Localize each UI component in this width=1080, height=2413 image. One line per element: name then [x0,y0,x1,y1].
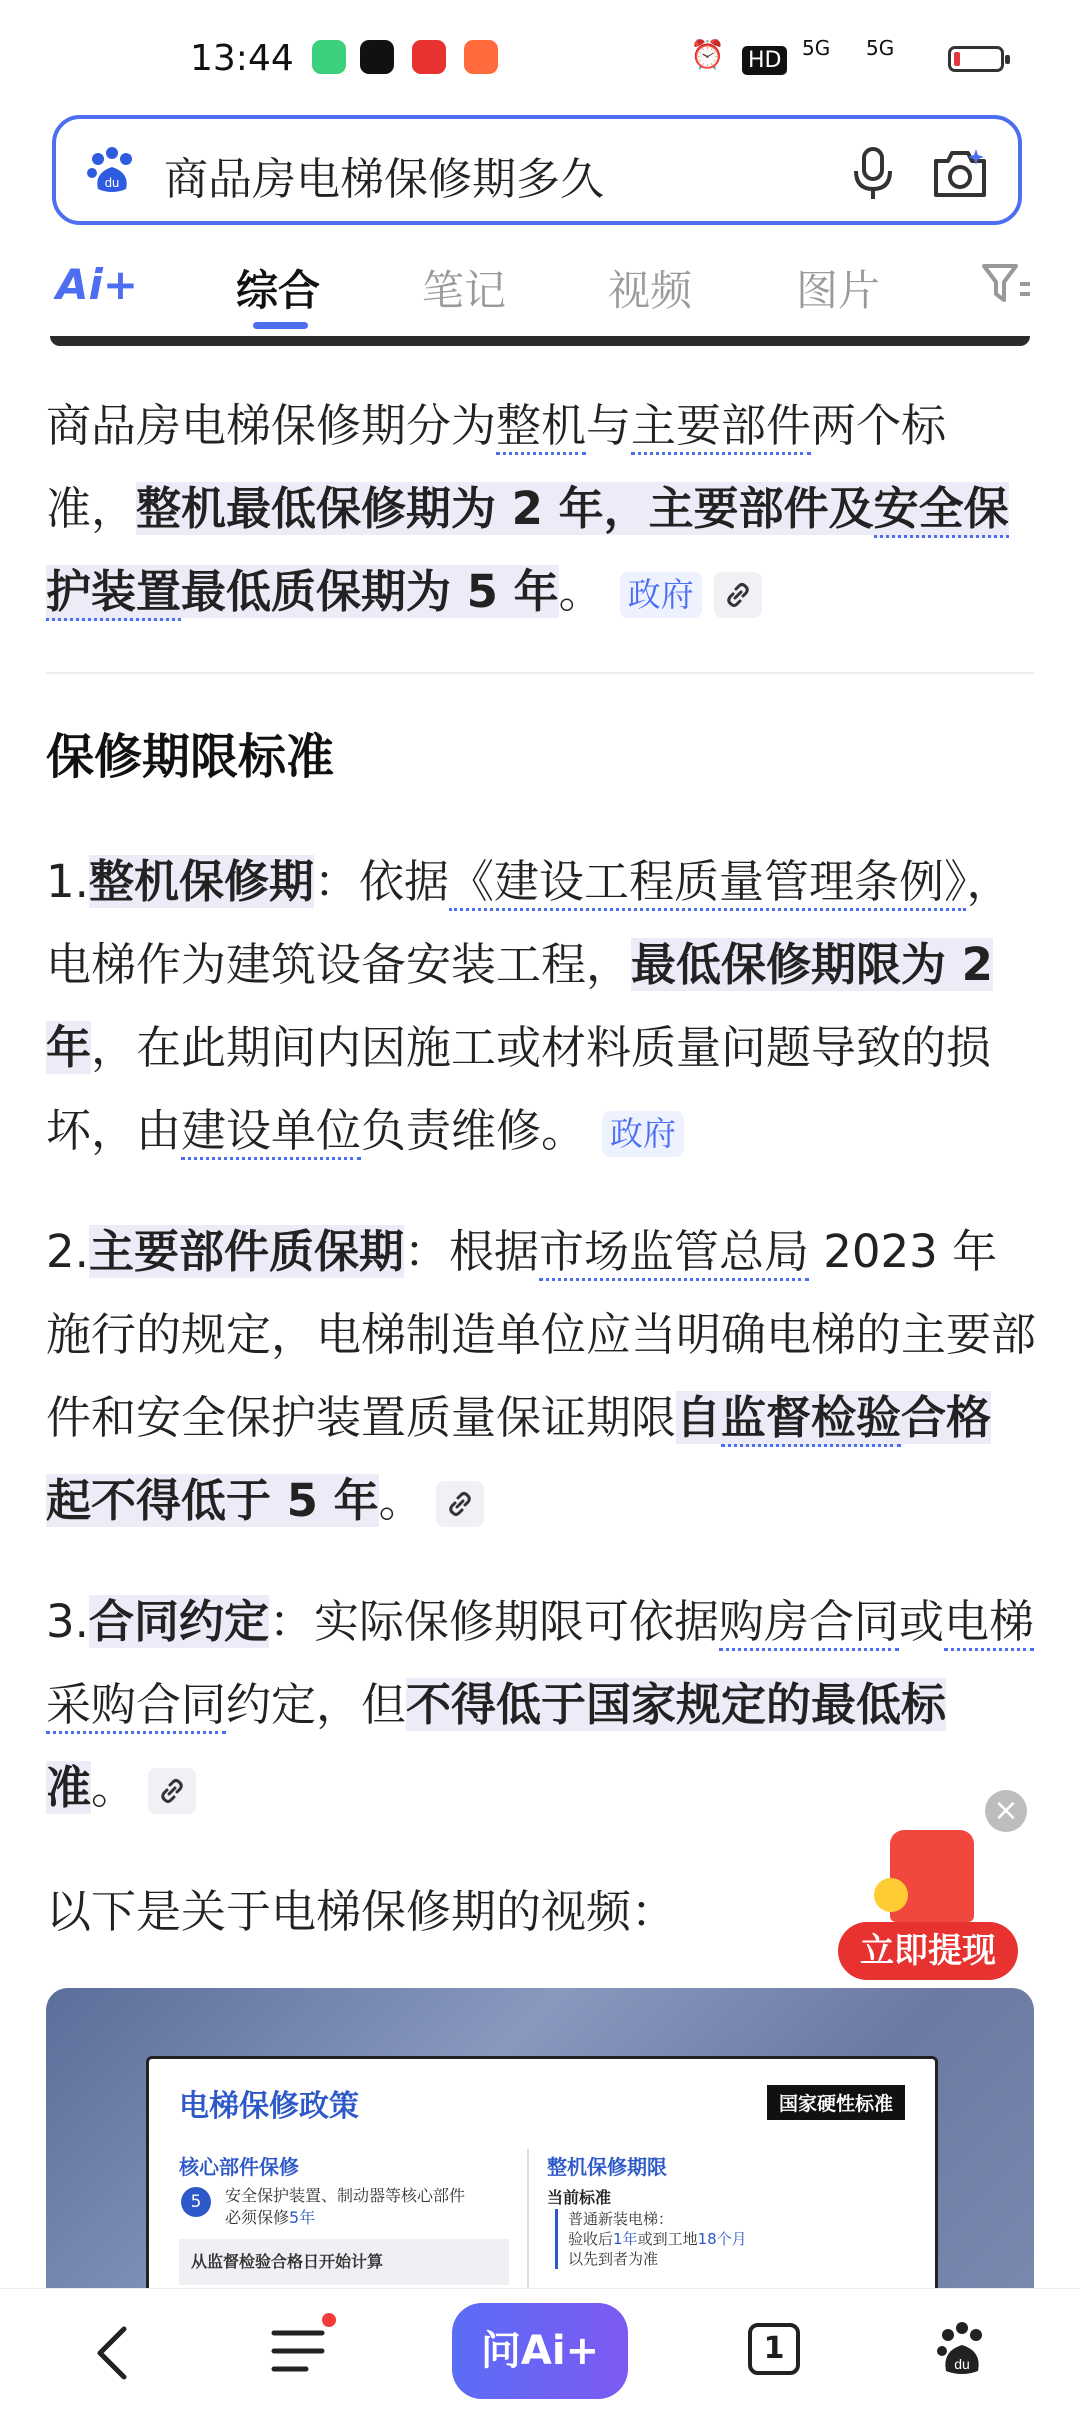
term-link[interactable]: 监督检验 [721,1391,901,1447]
signal-5g-icon: 5G [802,36,831,60]
svg-text:du: du [104,175,120,190]
term-link[interactable]: 《建设工程质量管理条例》 [449,855,967,911]
text: ：实际保修期限可依据 [268,1595,719,1648]
list-item [46,1580,1036,1829]
camera-search-icon[interactable] [930,145,990,201]
video-left-heading: 核心部件保修 [179,2155,299,2179]
link-icon[interactable] [436,1481,484,1527]
search-tabs [0,250,1080,336]
search-input[interactable]: 商品房电梯保修期多久 [164,154,604,205]
baidu-paw-icon [84,143,140,199]
menu-icon[interactable] [270,2325,326,2377]
text: 负责维修。 [361,1104,587,1157]
text: 安全保护装置、制动器等核心部件 [225,2186,466,2205]
alarm-icon: ⏰ [690,38,725,71]
item-title: 合同约定 [88,1595,269,1648]
text: ：根据 [403,1225,539,1278]
active-tab-indicator [253,322,308,329]
step-number: 5 [181,2187,211,2217]
previous-image-edge [50,336,1030,346]
term-link[interactable]: 建设单位 [181,1104,361,1160]
coin-icon [874,1878,908,1912]
list-item [46,840,1036,1172]
divider [46,672,1034,674]
text: 。 [378,1474,424,1527]
link-icon[interactable] [148,1768,196,1814]
red-envelope-icon [890,1830,974,1922]
text: 。 [558,565,604,618]
pinduoduo-icon [412,40,446,74]
source-citation[interactable]: 政府 [602,1111,684,1157]
term-link[interactable]: 市场监管总局 [539,1225,809,1281]
bold-text: 合格起不得低于 5 年 [46,1391,992,1527]
divider [527,2149,529,2288]
text: 或 [898,1595,944,1648]
answer-intro [46,384,1036,633]
tiktok-icon [360,40,394,74]
cash-promo-widget[interactable] [838,1830,1018,1980]
baidu-home-icon[interactable] [934,2319,990,2379]
video-intro-text: 以下是关于电梯保修期的视频： [46,1885,677,1938]
bottom-nav [0,2288,1080,2413]
item-title: 整机保修期 [88,855,314,908]
filter-icon[interactable] [980,260,1032,308]
tab-images[interactable]: 图片 [796,266,881,315]
video-right-sub: 当前标准 [547,2188,612,2207]
withdraw-now-button[interactable]: 立即提现 [838,1922,1018,1980]
status-bar [0,0,1080,110]
text: ，电梯作为建筑设备安装工程， [46,855,1012,991]
item-title: 主要部件质保期 [88,1225,404,1278]
ask-ai-button[interactable]: 问Ai+ [452,2303,628,2399]
status-time: 13:44 [190,38,294,79]
link-icon[interactable] [714,572,762,618]
search-bar[interactable] [52,115,1022,225]
battery-icon [948,46,1004,72]
text: ，在此期间内因施工或材料质量问题导致的损坏，由 [46,1021,992,1157]
microphone-icon[interactable] [846,145,900,201]
text: 约定，但 [226,1678,407,1731]
video-title: 电梯保修政策 [179,2089,359,2124]
item-number: 3. [46,1595,89,1648]
bold-text: 不得低于国家规定的最低标准 [46,1678,947,1814]
term-link[interactable]: 整机 [496,399,586,455]
ai-tab[interactable]: Ai+ [56,260,139,309]
video-badge: 国家硬性标准 [767,2085,905,2120]
text: 与 [586,399,632,452]
back-icon[interactable] [88,2323,138,2383]
video-thumbnail[interactable] [46,1988,1034,2288]
app-notification-icon [312,40,346,74]
text: 。 [91,1761,137,1814]
game-app-icon [464,40,498,74]
highlight: 18个月 [697,2230,747,2248]
list-item [46,1210,1036,1542]
highlight: 5年 [289,2208,316,2227]
item-number: 1. [46,855,89,908]
term-link[interactable]: 电梯采购合同 [46,1595,1034,1734]
text: 以先到者为准 [568,2250,659,2268]
text: 必须保修 [225,2208,290,2227]
text: 或到工地 [637,2230,698,2248]
notification-dot [322,2313,336,2327]
tabs-count-button[interactable]: 1 [748,2323,800,2375]
term-link[interactable]: 购房合同 [719,1595,899,1651]
svg-text:du: du [954,2356,970,2372]
text: ：依据 [313,855,449,908]
close-promo-button[interactable]: × [985,1790,1027,1832]
signal-5g-icon-2: 5G [866,36,895,60]
tab-notes[interactable]: 笔记 [422,266,507,315]
video-step-text [225,2185,515,2229]
bold-text: 自 [676,1391,722,1444]
bold-text: 整机最低保修期为 2 年，主要部件及 [136,482,874,535]
video-note-box: 从监督检验合格日开始计算 [179,2239,509,2285]
item-number: 2. [46,1225,89,1278]
text: 普通新装电梯： [568,2210,674,2228]
text: 2023 年施行的规定，电梯制造单位应当明确电梯的主要部件和安全保护装置质量保证期限 [46,1225,1037,1444]
text: 两个标准， [46,399,947,535]
hd-badge: HD [742,46,787,75]
bold-text: 最低质保期为 5 年 [181,565,559,618]
tab-videos[interactable]: 视频 [608,266,693,315]
term-link[interactable]: 主要部件 [631,399,811,455]
section-heading: 保修期限标准 [46,729,335,785]
text: 商品房电梯保修期分为 [46,399,497,452]
highlight: 1年 [613,2230,638,2248]
source-citation[interactable]: 政府 [620,572,702,618]
term-link[interactable]: 安全保护装置 [46,482,1009,621]
video-right-text [555,2209,798,2269]
bold-text: 最低保修期限为 2 年 [46,938,993,1074]
video-right-heading: 整机保修期限 [547,2155,667,2179]
text: 验收后 [568,2230,614,2248]
tab-comprehensive[interactable]: 综合 [236,266,321,315]
video-slide [146,2056,938,2288]
